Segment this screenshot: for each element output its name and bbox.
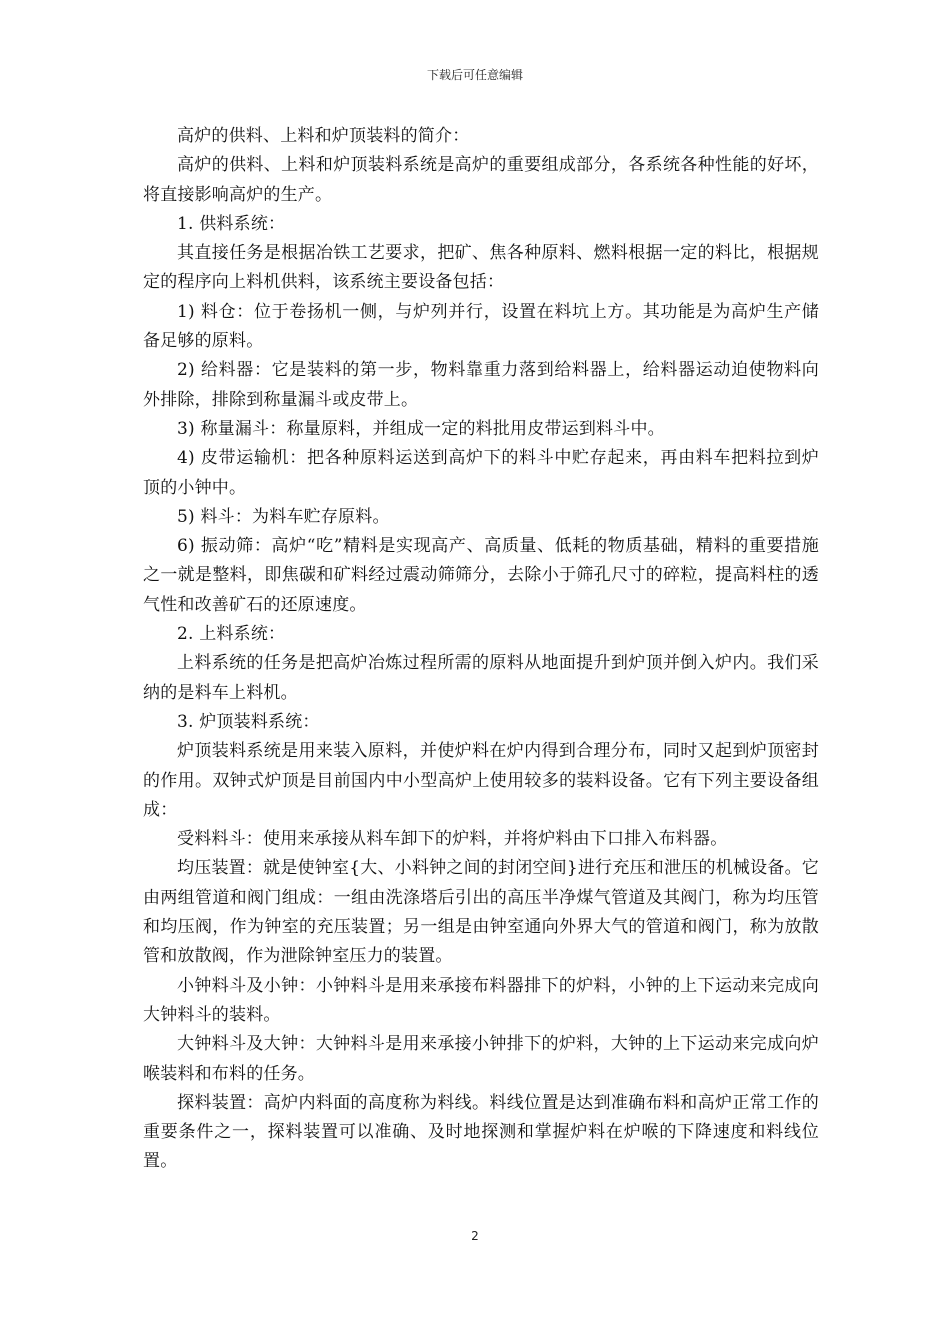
section-heading-top-charging: 3. 炉顶装料系统： <box>177 711 320 732</box>
receiving-hopper-paragraph: 受料料斗：使用来承接从料车卸下的炉料，并将炉料由下口排入布料器。 <box>177 829 728 850</box>
charging-paragraph: 上料系统的任务是把高炉冶炼过程所需的原料从地面提升到炉顶并倒入炉内。我们采纳的是料车上料机。 <box>143 653 819 703</box>
supply-paragraph: 其直接任务是根据冶铁工艺要求，把矿、焦各种原料、燃料根据一定的料比，根据规定的程序向上料机供料，该系统主要设备包括： <box>143 243 819 293</box>
list-item-belt-conveyor: 4) 皮带运输机：把各种原料运送到高炉下的料斗中贮存起来，再由料车把料拉到炉顶的小钟中。 <box>143 448 819 498</box>
list-item-feeder: 2) 给料器：它是装料的第一步，物料靠重力落到给料器上，给料器运动迫使物料向外排除，排除到称量漏斗或皮带上。 <box>143 360 819 410</box>
page-header: 下载后可任意编辑 <box>426 68 523 82</box>
pressure-equalizing-paragraph: 均压装置：就是使钟室{大、小料钟之间的封闭空间}进行充压和泄压的机械设备。它由两组管道和阀门组成：一组由洗涤塔后引出的高压半净煤气管道及其阀门，称为均压管和均压阀，作为钟室的充压装置；另一组是由钟室通向外界大气的管道和阀门，称为放散管和放散阀，作为泄除钟室压力的装置。 <box>143 858 819 967</box>
list-item-hopper: 5) 料斗：为料车贮存原料。 <box>177 506 390 527</box>
list-item-weigh-hopper: 3) 称量漏斗：称量原料，并组成一定的料批用皮带运到料斗中。 <box>177 418 665 439</box>
page-number: 2 <box>471 1229 479 1243</box>
section-heading-supply: 1. 供料系统： <box>177 213 286 234</box>
list-item-bin: 1) 料仓：位于卷扬机一侧，与炉列并行，设置在料坑上方。其功能是为高炉生产储备足够的原料。 <box>143 301 819 352</box>
top-charging-paragraph: 炉顶装料系统是用来装入原料，并使炉料在炉内得到合理分布，同时又起到炉顶密封的作用。双钟式炉顶是目前国内中小型高炉上使用较多的装料设备。它有下列主要设备组成： <box>143 741 819 820</box>
intro-paragraph: 高炉的供料、上料和炉顶装料系统是高炉的重要组成部分，各系统各种性能的好坏，将直接影响高炉的生产。 <box>143 155 819 205</box>
list-item-vibrating-screen: 6) 振动筛：高炉“吃”精料是实现高产、高质量、低耗的物质基础，精料的重要措施之一就是整料，即焦碳和矿料经过震动筛筛分，去除小于筛孔尺寸的碎粒，提高料柱的透气性和改善矿石的还原速度。 <box>143 536 819 615</box>
document-body <box>143 122 819 1177</box>
small-bell-paragraph: 小钟料斗及小钟：小钟料斗是用来承接布料器排下的炉料，小钟的上下运动来完成向大钟料斗的装料。 <box>143 975 819 1025</box>
large-bell-paragraph: 大钟料斗及大钟：大钟料斗是用来承接小钟排下的炉料，大钟的上下运动来完成向炉喉装料和布料的任务。 <box>143 1034 819 1084</box>
intro-title: 高炉的供料、上料和炉顶装料的简介： <box>177 126 470 146</box>
section-heading-charging: 2. 上料系统： <box>177 624 286 645</box>
stock-probe-paragraph: 探料装置：高炉内料面的高度称为料线。料线位置是达到准确布料和高炉正常工作的重要条件之一，探料装置可以准确、及时地探测和掌握炉料在炉喉的下降速度和料线位置。 <box>143 1092 819 1172</box>
